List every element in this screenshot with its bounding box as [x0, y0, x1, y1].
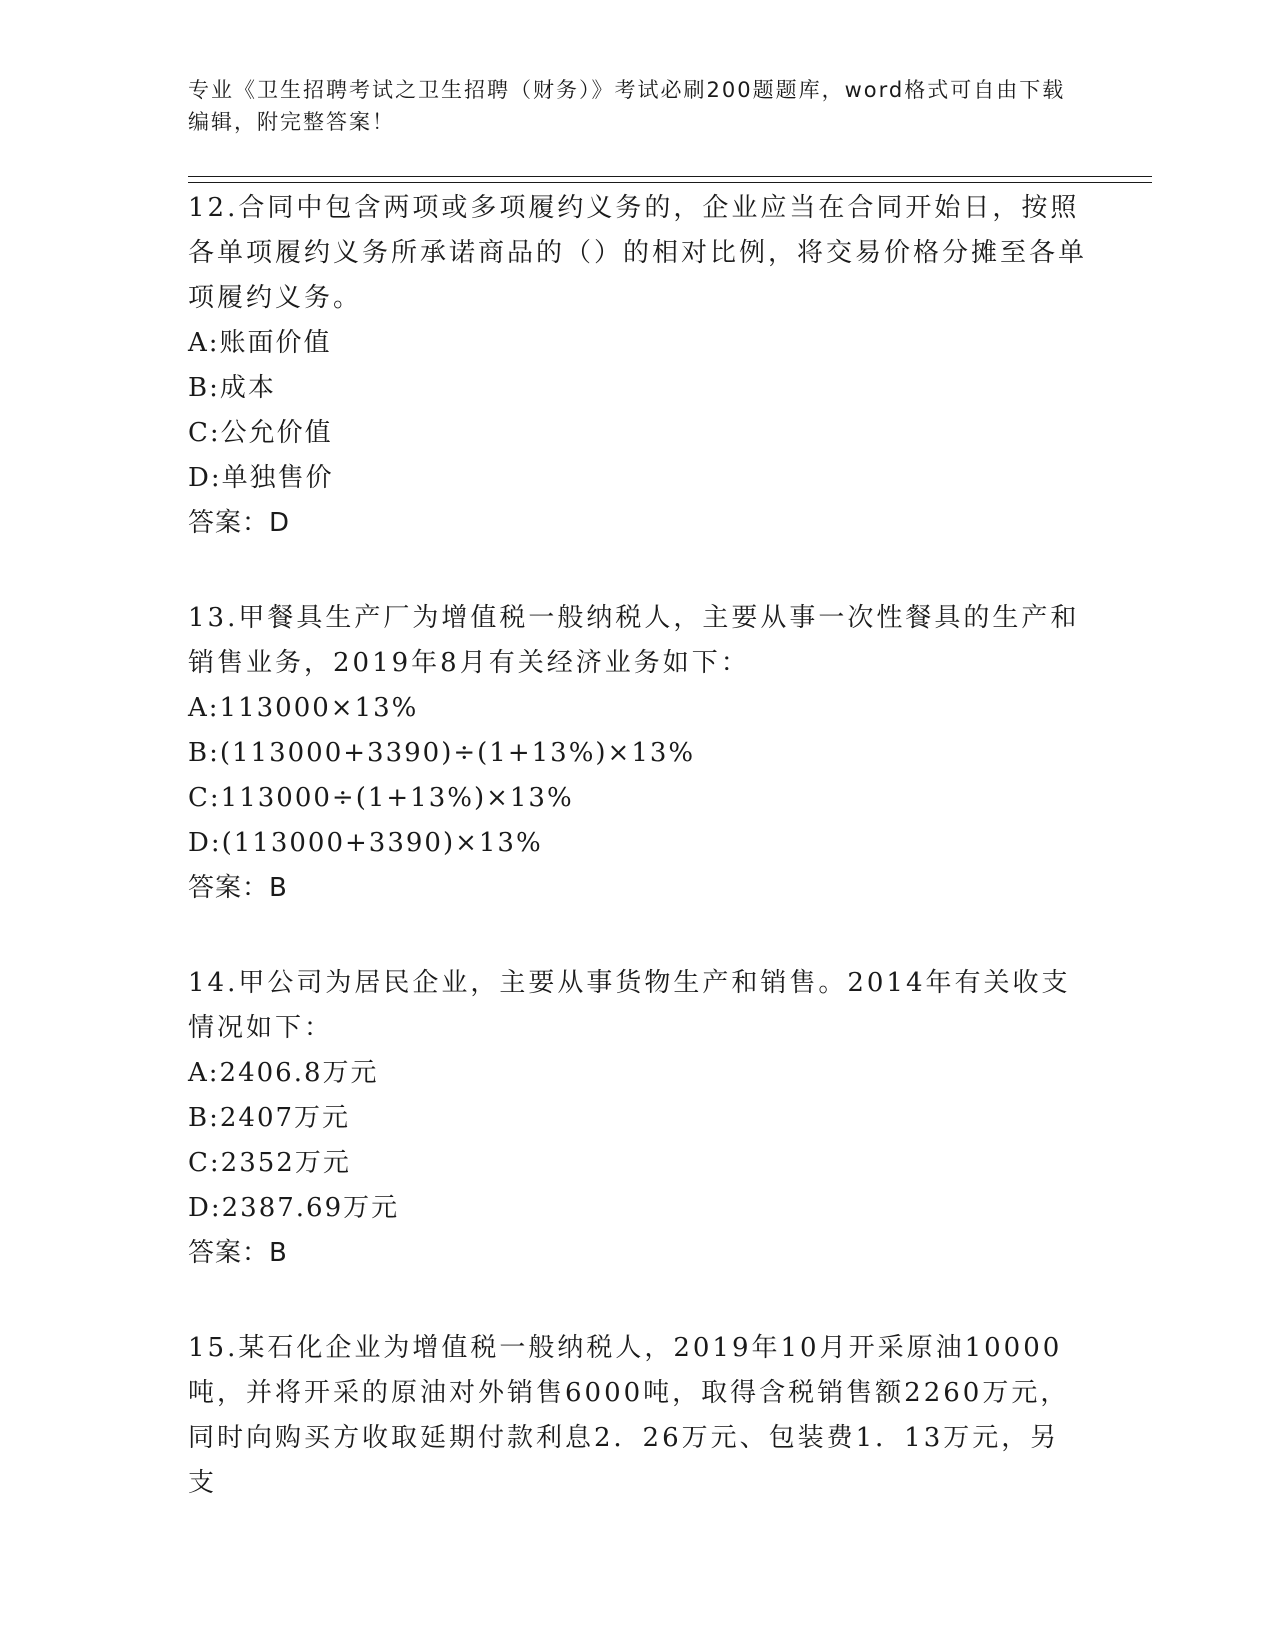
option-a: A:113000×13% [188, 693, 419, 723]
question-14 [188, 961, 1088, 1276]
option-d: D:2387.69万元 [188, 1193, 400, 1223]
option-a: A:账面价值 [188, 328, 332, 358]
header-divider [188, 176, 1152, 183]
option-d: D:(113000+3390)×13% [188, 828, 543, 858]
answer: 答案：B [188, 1238, 288, 1268]
question-13 [188, 596, 1088, 911]
option-b: B:成本 [188, 373, 276, 403]
question-15 [188, 1326, 1088, 1506]
option-b: B:(113000+3390)÷(1+13%)×13% [188, 738, 696, 768]
option-c: C:公允价值 [188, 418, 333, 448]
question-stem: 14.甲公司为居民企业，主要从事货物生产和销售。2014年有关收支情况如下： [188, 968, 1071, 1043]
option-c: C:2352万元 [188, 1148, 351, 1178]
option-d: D:单独售价 [188, 463, 334, 493]
answer: 答案：B [188, 873, 288, 903]
question-12 [188, 186, 1088, 546]
option-c: C:113000÷(1+13%)×13% [188, 783, 574, 813]
document-header-title: 专业《卫生招聘考试之卫生招聘（财务）》考试必刷200题题库，word格式可自由下载编辑，附完整答案！ [188, 78, 1066, 134]
question-stem: 12.合同中包含两项或多项履约义务的，企业应当在合同开始日，按照各单项履约义务所承诺商品的（）的相对比例，将交易价格分摊至各单项履约义务。 [188, 193, 1088, 313]
option-b: B:2407万元 [188, 1103, 351, 1133]
option-a: A:2406.8万元 [188, 1058, 379, 1088]
question-stem: 13.甲餐具生产厂为增值税一般纳税人，主要从事一次性餐具的生产和销售业务，2019年8月有关经济业务如下： [188, 603, 1080, 678]
question-stem: 15.某石化企业为增值税一般纳税人，2019年10月开采原油10000吨，并将开采的原油对外销售6000吨，取得含税销售额2260万元，同时向购买方收取延期付款利息2．26万元、包装费1．13万元，另支 [188, 1333, 1070, 1498]
answer: 答案：D [188, 508, 291, 538]
